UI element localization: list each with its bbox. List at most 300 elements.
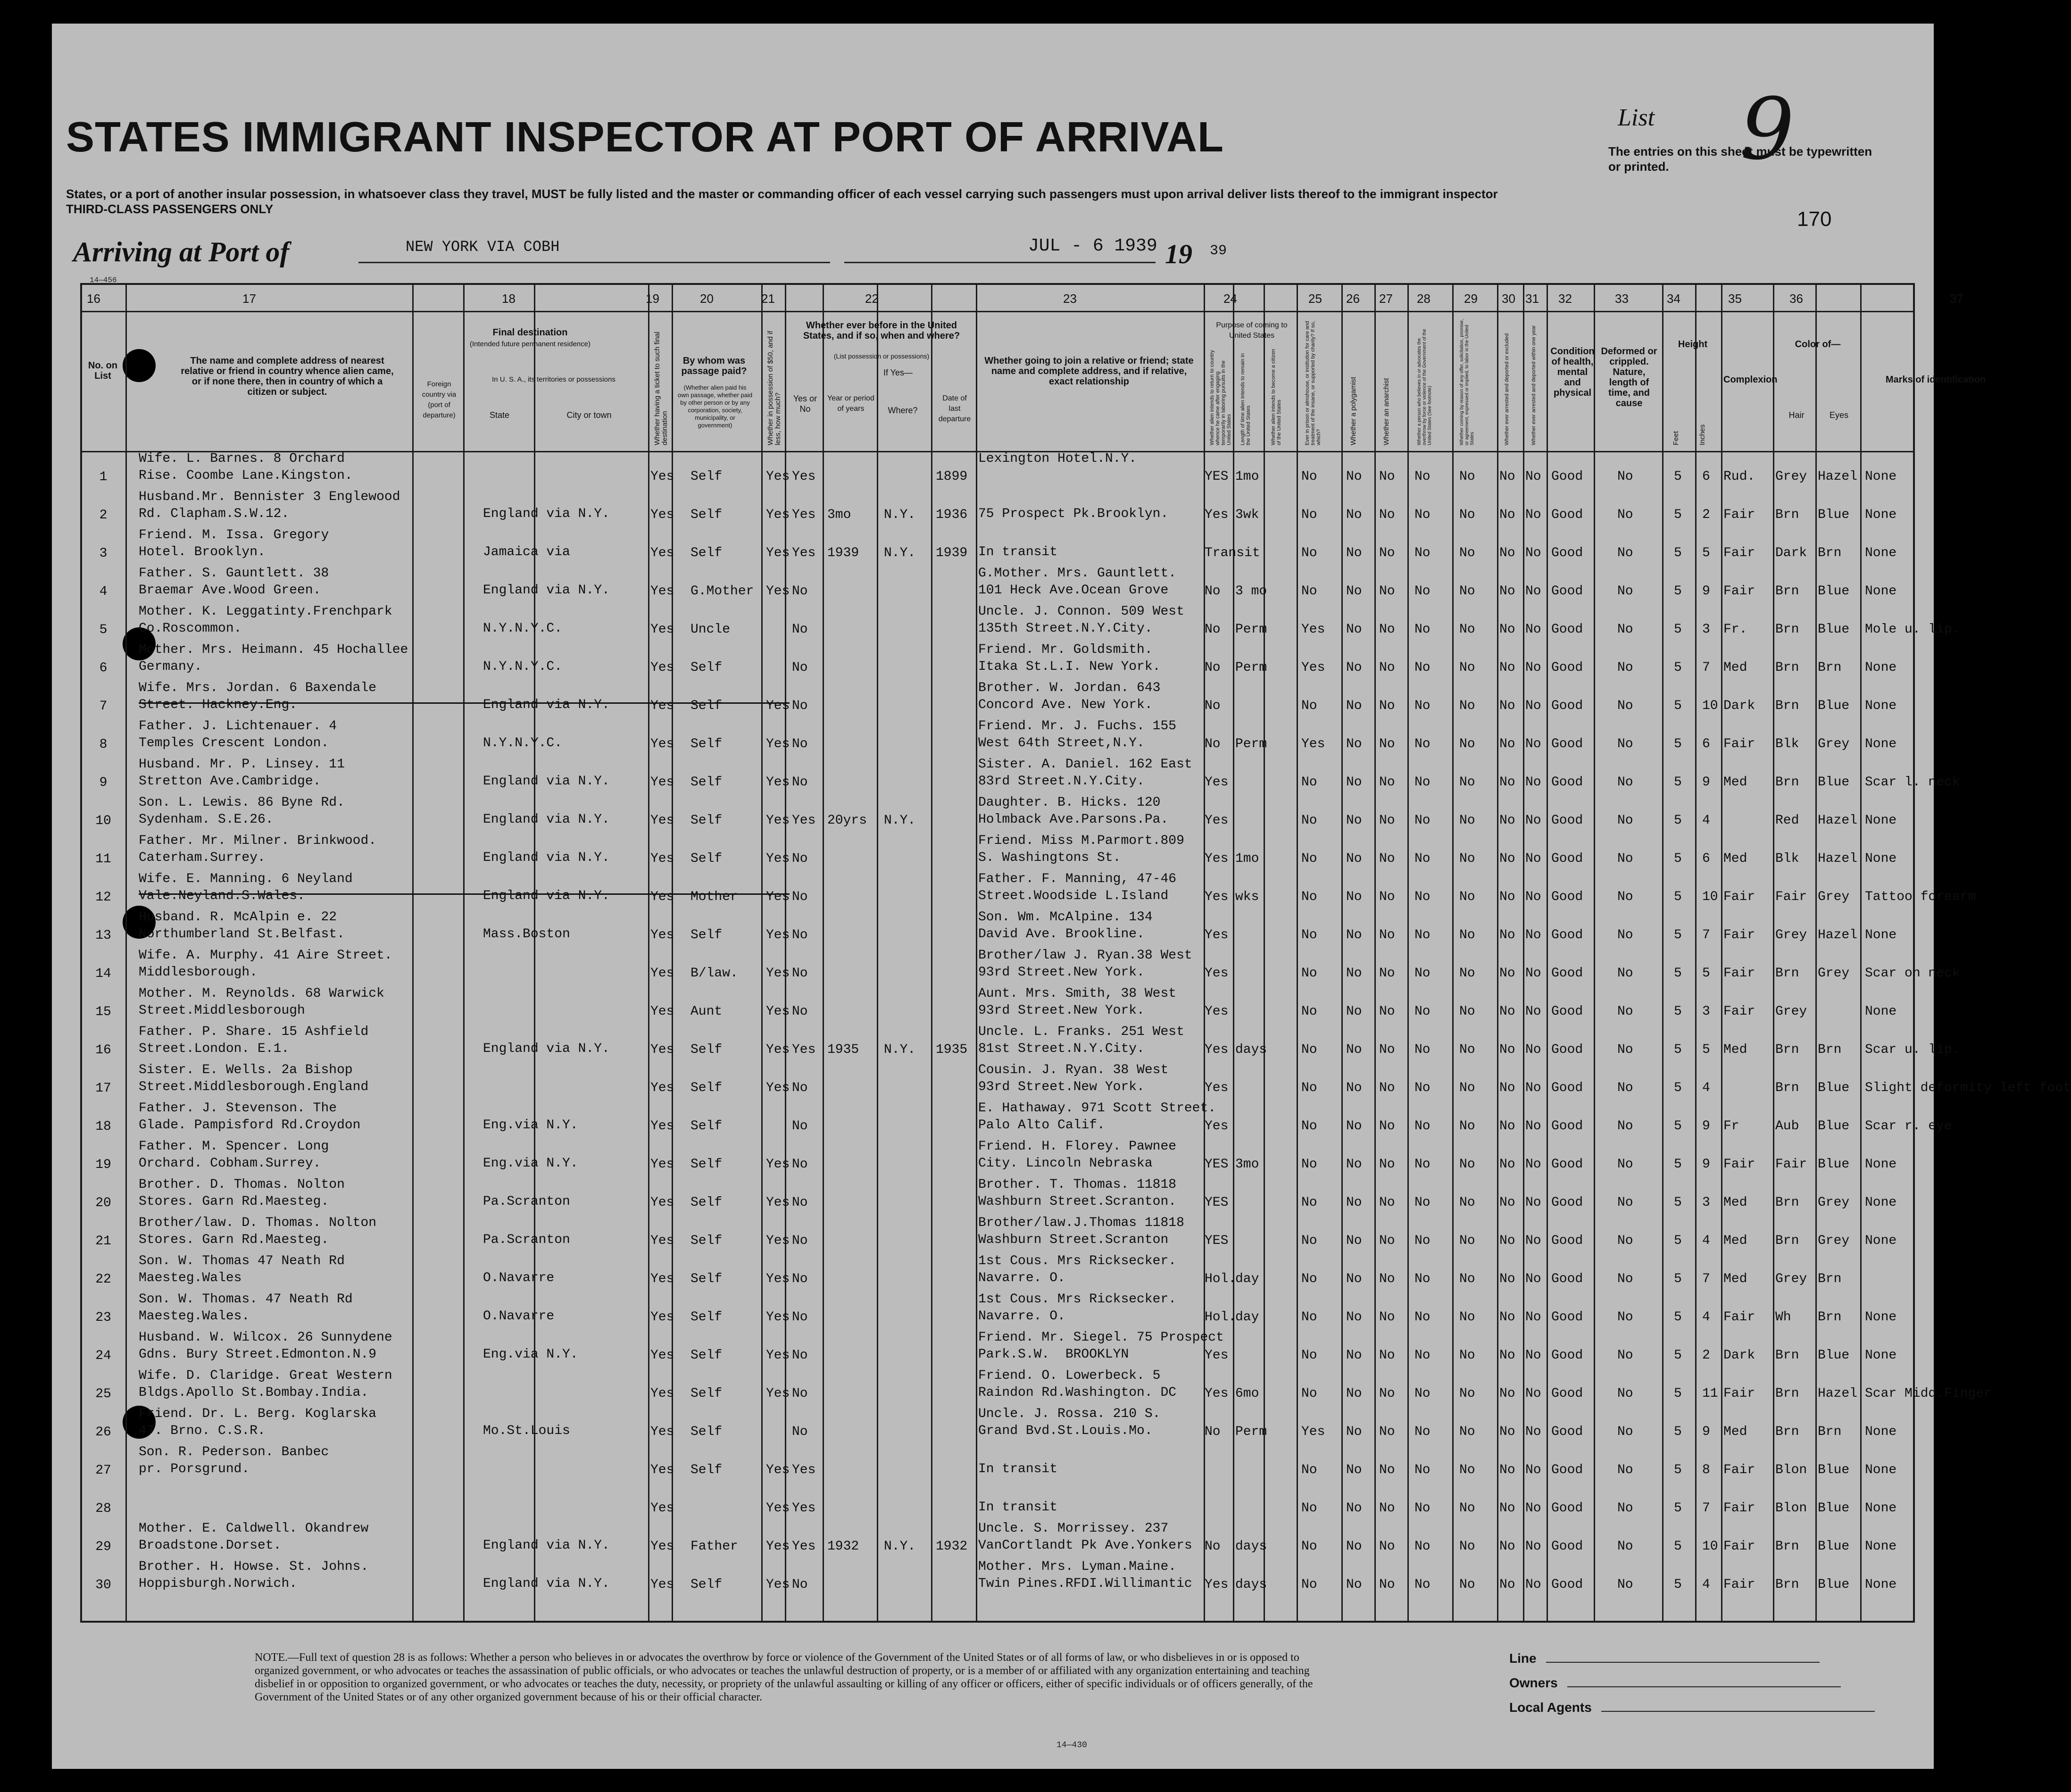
cell-rel2: Hoppisburgh.Norwich.: [139, 1576, 298, 1591]
cell-dest: England via N.Y.: [483, 507, 610, 521]
cell-ft: 5: [1674, 890, 1682, 904]
cell-dest: N.Y.N.Y.C.: [483, 736, 563, 750]
form-code: 14—456: [90, 276, 117, 284]
header-hair: Hair: [1788, 410, 1805, 420]
cell-ticket: Yes: [650, 508, 674, 522]
cell-rel1: Mother. M. Reynolds. 68 Warwick: [139, 986, 384, 1001]
header-purpose-a: Whether alien intends to return to country whence he came after engaging temporarily in laboring pursuits in the United States: [1209, 350, 1232, 445]
cell-money: Yes: [766, 508, 790, 522]
cell-money: Yes: [766, 1081, 790, 1095]
cell-deformed: No: [1617, 1386, 1633, 1401]
cell-c25: Yes: [1301, 622, 1325, 637]
row-number: 29: [95, 1540, 111, 1554]
cell-rel1: Father. Mr. Milner. Brinkwood.: [139, 833, 377, 848]
cell-dest: O.Navarre: [483, 1309, 555, 1324]
cell-c28: No: [1414, 699, 1431, 713]
cell-in: 4: [1702, 1577, 1710, 1592]
cell-ps: day: [1235, 1272, 1259, 1286]
cell-paid: Self: [690, 1234, 723, 1248]
cell-rel2: Germany.: [139, 659, 202, 674]
cell-dest: N.Y.N.Y.C.: [483, 621, 563, 636]
cell-ticket: Yes: [650, 1348, 674, 1363]
cell-c29: No: [1459, 699, 1475, 713]
header-where: Where?: [888, 406, 918, 415]
cell-c27: No: [1379, 1004, 1395, 1019]
column-number: 20: [700, 292, 714, 306]
cell-c31: No: [1525, 1195, 1541, 1210]
cell-before: No: [792, 622, 808, 637]
cell-rel1: Friend. Dr. L. Berg. Koglarska: [139, 1407, 377, 1421]
header-money: Whether in possession of $50, and if less, how much?: [766, 331, 782, 445]
cell-purpose: Yes: [1205, 508, 1229, 522]
cell-deformed: No: [1617, 1425, 1633, 1439]
cell-c29: No: [1459, 851, 1475, 866]
cell-deformed: No: [1617, 1348, 1633, 1363]
header-feet: Feet: [1672, 431, 1680, 445]
cell-c26: No: [1346, 775, 1362, 790]
column-number: 36: [1789, 292, 1803, 306]
cell-dest: England via N.Y.: [483, 1042, 610, 1056]
cell-c27: No: [1379, 1501, 1395, 1516]
cell-money: Yes: [766, 1310, 790, 1325]
cell-paid: Mother: [690, 890, 738, 904]
header-c30: Whether ever arrested and deported or excluded: [1504, 333, 1510, 445]
cell-c30: No: [1499, 1539, 1515, 1554]
cell-c29: No: [1459, 1463, 1475, 1477]
column-number: 17: [242, 292, 256, 306]
cell-rel2: Broadstone.Dorset.: [139, 1538, 282, 1553]
cell-c29: No: [1459, 1539, 1475, 1554]
header-purpose-b: Length of time alien intends to remain in the United States: [1240, 353, 1251, 445]
header-c31: Whether ever arrested and deported within one year: [1531, 325, 1537, 445]
passenger-row: [82, 1368, 1992, 1406]
instructions: States, or a port of another insular possession, in whatsoever class they travel, MUST be fully listed and the master or commanding officer of each vessel carrying such passengers must upon arrival deliver lists thereof to the immigrant inspector THIRD-CLASS PASSENGERS ONLY: [66, 187, 1498, 216]
cell-c31: No: [1525, 508, 1541, 522]
cell-c28: No: [1414, 1234, 1431, 1248]
cell-c30: No: [1499, 1272, 1515, 1286]
cell-deformed: No: [1617, 737, 1633, 751]
column-number: 24: [1223, 292, 1237, 306]
cell-purpose: Yes: [1205, 1004, 1229, 1019]
cell-complexion: Fair: [1723, 1386, 1755, 1401]
passenger-row: [82, 757, 1960, 795]
cell-deformed: No: [1617, 660, 1633, 675]
cell-c28: No: [1414, 1501, 1431, 1516]
cell-join1: Brother/law J. Ryan.38 West: [978, 948, 1192, 963]
cell-deformed: No: [1617, 546, 1633, 560]
cell-purpose: Yes: [1205, 1386, 1229, 1401]
cell-in: 7: [1702, 1501, 1710, 1516]
cell-rel2: Bldgs.Apollo St.Bombay.India.: [139, 1385, 369, 1400]
column-number: 31: [1525, 292, 1539, 306]
cell-rel2: Glade. Pampisford Rd.Croydon: [139, 1118, 361, 1133]
cell-c30: No: [1499, 584, 1515, 599]
cell-paid: Self: [690, 1157, 723, 1172]
cell-c30: No: [1499, 1195, 1515, 1210]
cell-rel2: Stretton Ave.Cambridge.: [139, 774, 321, 789]
cell-ft: 5: [1674, 1157, 1682, 1172]
cell-in: 9: [1702, 1425, 1710, 1439]
cell-health: Good: [1551, 1577, 1583, 1592]
cell-health: Good: [1551, 775, 1583, 790]
cell-marks: None: [1865, 928, 1897, 942]
cell-join2: Raindon Rd.Washington. DC: [978, 1385, 1177, 1400]
cell-c30: No: [1499, 813, 1515, 828]
cell-purpose: Yes: [1205, 851, 1229, 866]
cell-paid: Self: [690, 1119, 723, 1134]
cell-join2: S. Washingtons St.: [978, 850, 1121, 865]
cell-paid: Self: [690, 660, 723, 675]
cell-eyes: Blue: [1818, 699, 1850, 713]
cell-eyes: Blue: [1818, 1539, 1850, 1554]
cell-ft: 5: [1674, 1042, 1682, 1057]
cell-c25: No: [1301, 1119, 1317, 1134]
cell-dest: Mo.St.Louis: [483, 1424, 570, 1438]
cell-complexion: Fair: [1723, 584, 1755, 599]
cell-join1: Son. Wm. McAlpine. 134: [978, 910, 1153, 925]
cell-period: 1932: [827, 1539, 859, 1554]
cell-c27: No: [1379, 813, 1395, 828]
row-number: 4: [99, 584, 108, 599]
passenger-row: [82, 1253, 1913, 1292]
cell-c26: No: [1346, 1463, 1362, 1477]
row-number: 11: [95, 852, 111, 867]
cell-ticket: Yes: [650, 966, 674, 981]
cell-join2: 81st Street.N.Y.City.: [978, 1042, 1145, 1056]
cell-ft: 5: [1674, 966, 1682, 981]
cell-ft: 5: [1674, 928, 1682, 942]
cell-hair: Blk: [1775, 737, 1799, 751]
cell-last: 1932: [936, 1539, 968, 1554]
cell-c31: No: [1525, 813, 1541, 828]
cell-c29: No: [1459, 813, 1475, 828]
header-city: City or town: [566, 410, 612, 420]
row-number: 26: [95, 1425, 111, 1440]
cell-complexion: Fair: [1723, 890, 1755, 904]
cell-rel1: Brother. H. Howse. St. Johns.: [139, 1559, 369, 1574]
footer-form-code: 14—430: [1056, 1741, 1087, 1750]
cell-paid: Self: [690, 928, 723, 942]
cell-complexion: Dark: [1723, 1348, 1755, 1363]
cell-c26: No: [1346, 1539, 1362, 1554]
cell-dest: England via N.Y.: [483, 889, 610, 903]
cell-join2: 93rd Street.New York.: [978, 965, 1145, 980]
cell-rel2: Hotel. Brooklyn.: [139, 545, 266, 559]
cell-c27: No: [1379, 928, 1395, 942]
cell-c27: No: [1379, 1042, 1395, 1057]
cell-rel1: Mother. K. Leggatinty.Frenchpark: [139, 604, 392, 619]
cell-c31: No: [1525, 660, 1541, 675]
cell-paid: Aunt: [690, 1004, 723, 1019]
cell-complexion: Fair: [1723, 1501, 1755, 1516]
cell-in: 3: [1702, 1195, 1710, 1210]
cell-purpose: No: [1205, 622, 1221, 637]
agents-field: [1601, 1711, 1875, 1712]
cell-money: Yes: [766, 1386, 790, 1401]
cell-health: Good: [1551, 1501, 1583, 1516]
cell-ps: 1mo: [1235, 469, 1259, 484]
cell-before: No: [792, 1234, 808, 1248]
cell-ps: 1mo: [1235, 851, 1259, 866]
cell-where: N.Y.: [884, 1539, 916, 1554]
cell-complexion: Fair: [1723, 1577, 1755, 1592]
passenger-row: [82, 1406, 1913, 1444]
cell-c25: No: [1301, 1310, 1317, 1325]
cell-in: 5: [1702, 966, 1710, 981]
cell-dest: Jamaica via: [483, 545, 570, 559]
cell-dest: England via N.Y.: [483, 1576, 610, 1591]
cell-purpose: YES: [1205, 1157, 1229, 1172]
cell-period: 3mo: [827, 508, 851, 522]
cell-c31: No: [1525, 966, 1541, 981]
cell-paid: G.Mother: [690, 584, 754, 599]
cell-dest: England via N.Y.: [483, 812, 610, 827]
cell-c25: No: [1301, 775, 1317, 790]
cell-c28: No: [1414, 928, 1431, 942]
cell-eyes: Brn: [1818, 1425, 1842, 1439]
cell-marks: None: [1865, 1501, 1897, 1516]
cell-rel2: Braemar Ave.Wood Green.: [139, 583, 321, 598]
passenger-row: [82, 1483, 1913, 1521]
cell-purpose: No: [1205, 699, 1221, 713]
cell-rel1: Mother. Mrs. Heimann. 45 Hochallee: [139, 642, 408, 657]
cell-last: 1936: [936, 508, 968, 522]
cell-c30: No: [1499, 775, 1515, 790]
cell-marks: None: [1865, 1425, 1897, 1439]
column-number: 23: [1063, 292, 1077, 306]
cell-eyes: Blue: [1818, 1119, 1850, 1134]
cell-c30: No: [1499, 1501, 1515, 1516]
cell-in: 4: [1702, 1081, 1710, 1095]
cell-complexion: Med: [1723, 775, 1747, 790]
cell-rel2: Sydenham. S.E.26.: [139, 812, 274, 827]
cell-paid: Self: [690, 1425, 723, 1439]
strike-through-line: [139, 893, 790, 895]
cell-hair: Brn: [1775, 660, 1799, 675]
cell-in: 7: [1702, 660, 1710, 675]
cell-hair: Brn: [1775, 1577, 1799, 1592]
passenger-row: [82, 986, 1913, 1024]
footnote: NOTE.—Full text of question 28 is as follows: Whether a person who believes in or advocates the overthrow by force or violence of the Government of the United States or of all forms of law, or who disbelieves in or is opposed to organized government, or who advocates or teaches the assassination of public officials, or who advocates or teaches the unlawful destruction of property, or is a member of or affiliated with any organization entertaining and teaching disbelief in or opposition to organized government, or who advocates or teaches the duty, necessity, or propriety of the unlawful assaulting or killing of any officer or officers, either of specific individuals or of officers generally, of the Government of the United States or of any other organized government because of his or their official character.: [255, 1651, 1313, 1703]
cell-marks: None: [1865, 469, 1897, 484]
cell-join1: Brother. W. Jordan. 643: [978, 681, 1161, 695]
cell-in: 3: [1702, 1004, 1710, 1019]
cell-join2: Washburn Street.Scranton: [978, 1233, 1169, 1247]
cell-in: 4: [1702, 1234, 1710, 1248]
cell-ft: 5: [1674, 813, 1682, 828]
cell-c25: Yes: [1301, 660, 1325, 675]
cell-join1: Friend. Mr. J. Fuchs. 155: [978, 719, 1177, 733]
cell-join2: 93rd Street.New York.: [978, 1003, 1145, 1018]
cell-ticket: Yes: [650, 1577, 674, 1592]
passenger-row: [82, 1292, 1913, 1330]
cell-c29: No: [1459, 1081, 1475, 1095]
column-number: 35: [1728, 292, 1742, 306]
cell-complexion: Med: [1723, 1042, 1747, 1057]
cell-purpose: Hol.: [1205, 1272, 1237, 1286]
cell-dest: Eng.via N.Y.: [483, 1118, 578, 1133]
cell-eyes: Grey: [1818, 737, 1850, 751]
header-c27: Whether an anarchist: [1382, 378, 1390, 445]
cell-dest: England via N.Y.: [483, 850, 610, 865]
cell-ft: 5: [1674, 584, 1682, 599]
cell-money: Yes: [766, 1348, 790, 1363]
cell-c31: No: [1525, 928, 1541, 942]
cell-join1: Friend. Mr. Goldsmith.: [978, 642, 1153, 657]
cell-dest: England via N.Y.: [483, 583, 610, 598]
cell-deformed: No: [1617, 1501, 1633, 1516]
cell-health: Good: [1551, 546, 1583, 560]
date-stamp: JUL - 6 1939: [1028, 236, 1157, 256]
cell-c27: No: [1379, 966, 1395, 981]
cell-paid: Self: [690, 469, 723, 484]
cell-c25: No: [1301, 699, 1317, 713]
cell-c26: No: [1346, 584, 1362, 599]
cell-c27: No: [1379, 1081, 1395, 1095]
column-number-divider: [82, 311, 1913, 312]
cell-deformed: No: [1617, 1272, 1633, 1286]
cell-marks: None: [1865, 699, 1897, 713]
passenger-row: [82, 1559, 1913, 1597]
year-suffix: 39: [1210, 243, 1227, 259]
header-last-departure: Date of last departure: [938, 394, 971, 423]
cell-c29: No: [1459, 508, 1475, 522]
cell-c25: No: [1301, 546, 1317, 560]
cell-health: Good: [1551, 1157, 1583, 1172]
cell-paid: Self: [690, 699, 723, 713]
header-final-destination: Final destination: [492, 327, 568, 338]
cell-c26: No: [1346, 1310, 1362, 1325]
passenger-row: [82, 680, 1913, 718]
cell-ticket: Yes: [650, 584, 674, 599]
cell-c30: No: [1499, 1577, 1515, 1592]
cell-rel2: Street.Middlesborough: [139, 1003, 305, 1018]
cell-c26: No: [1346, 966, 1362, 981]
cell-c26: No: [1346, 737, 1362, 751]
cell-ps: Perm: [1235, 737, 1267, 751]
cell-paid: Self: [690, 1577, 723, 1592]
cell-join1: Aunt. Mrs. Smith, 38 West: [978, 986, 1177, 1001]
cell-join1: Friend. H. Florey. Pawnee: [978, 1139, 1177, 1154]
cell-c26: No: [1346, 699, 1362, 713]
cell-join2: 135th Street.N.Y.City.: [978, 621, 1153, 636]
cell-c28: No: [1414, 1348, 1431, 1363]
cell-join1: Mother. Mrs. Lyman.Maine.: [978, 1559, 1177, 1574]
cell-health: Good: [1551, 584, 1583, 599]
cell-in: 2: [1702, 1348, 1710, 1363]
cell-rel2: Orchard. Cobham.Surrey.: [139, 1156, 321, 1171]
cell-ft: 5: [1674, 546, 1682, 560]
cell-join2: Concord Ave. New York.: [978, 698, 1153, 712]
header-before-us-note: (List possession or possessions): [833, 352, 930, 360]
cell-c30: No: [1499, 737, 1515, 751]
cell-ps: days: [1235, 1042, 1267, 1057]
cell-c25: No: [1301, 1042, 1317, 1057]
cell-join1: Uncle. J. Rossa. 210 S.: [978, 1407, 1161, 1421]
header-paid-by-note: (Whether alien paid his own passage, whether paid by other person or by any corporation, society, municipality, or government): [677, 384, 753, 429]
cell-ps: 3mo: [1235, 1157, 1259, 1172]
cell-c29: No: [1459, 622, 1475, 637]
cell-c29: No: [1459, 660, 1475, 675]
passenger-row: [82, 1062, 2071, 1100]
row-number: 6: [99, 661, 108, 675]
cell-before: No: [792, 660, 808, 675]
cell-rel1: Son. W. Thomas 47 Neath Rd: [139, 1254, 345, 1268]
cell-ft: 5: [1674, 1310, 1682, 1325]
cell-c26: No: [1346, 1577, 1362, 1592]
cell-rel1: Wife. A. Murphy. 41 Aire Street.: [139, 948, 392, 963]
cell-c30: No: [1499, 1348, 1515, 1363]
cell-ps: day: [1235, 1310, 1259, 1325]
cell-before: Yes: [792, 1463, 816, 1477]
cell-c28: No: [1414, 966, 1431, 981]
header-height: Height: [1678, 339, 1708, 350]
header-ticket: Whether having a ticket to such final destination: [653, 332, 669, 445]
cell-period: 1935: [827, 1042, 859, 1057]
cell-money: Yes: [766, 775, 790, 790]
cell-purpose: No: [1205, 1539, 1221, 1554]
cell-where: N.Y.: [884, 1042, 916, 1057]
cell-health: Good: [1551, 660, 1583, 675]
cell-c29: No: [1459, 1425, 1475, 1439]
cell-c30: No: [1499, 1425, 1515, 1439]
cell-paid: Uncle: [690, 622, 731, 637]
passenger-row: [82, 1139, 1913, 1177]
cell-c25: No: [1301, 1463, 1317, 1477]
passenger-row: [82, 1177, 1913, 1215]
cell-c31: No: [1525, 1501, 1541, 1516]
cell-complexion: Med: [1723, 1425, 1747, 1439]
cell-complexion: Fair: [1723, 546, 1755, 560]
cell-deformed: No: [1617, 1081, 1633, 1095]
cell-c27: No: [1379, 851, 1395, 866]
cell-join2: In transit: [978, 1500, 1058, 1515]
cell-eyes: Blue: [1818, 1501, 1850, 1516]
cell-eyes: Blue: [1818, 584, 1850, 599]
cell-eyes: Brn: [1818, 1310, 1842, 1325]
cell-join2: Park.S.W. BROOKLYN: [978, 1347, 1129, 1362]
cell-marks: None: [1865, 508, 1897, 522]
cell-c31: No: [1525, 1463, 1541, 1477]
cell-ticket: Yes: [650, 1425, 674, 1439]
cell-money: Yes: [766, 813, 790, 828]
header-before-us: Whether ever before in the United States, and if so, when and where?: [803, 320, 960, 341]
cell-in: 4: [1702, 1310, 1710, 1325]
cell-hair: Grey: [1775, 1004, 1807, 1019]
cell-c26: No: [1346, 469, 1362, 484]
cell-deformed: No: [1617, 1119, 1633, 1134]
cell-ps: Perm: [1235, 622, 1267, 637]
cell-c26: No: [1346, 1157, 1362, 1172]
cell-health: Good: [1551, 966, 1583, 981]
cell-health: Good: [1551, 699, 1583, 713]
cell-c25: No: [1301, 966, 1317, 981]
cell-c25: No: [1301, 890, 1317, 904]
cell-marks: Scar u. lip.: [1865, 1042, 1960, 1057]
cell-purpose: No: [1205, 737, 1221, 751]
cell-ft: 5: [1674, 699, 1682, 713]
cell-c31: No: [1525, 469, 1541, 484]
column-number: 22: [865, 292, 879, 306]
cell-c28: No: [1414, 546, 1431, 560]
cell-c25: No: [1301, 813, 1317, 828]
cell-before: No: [792, 1157, 808, 1172]
cell-c31: No: [1525, 622, 1541, 637]
cell-paid: Self: [690, 1348, 723, 1363]
header-c29: Whether coming by reason of any offer, solicitation, promise, or agreement, expressed or implied, to labor in the United States: [1459, 319, 1475, 445]
cell-hair: Grey: [1775, 1272, 1807, 1286]
cell-hair: Brn: [1775, 1081, 1799, 1095]
